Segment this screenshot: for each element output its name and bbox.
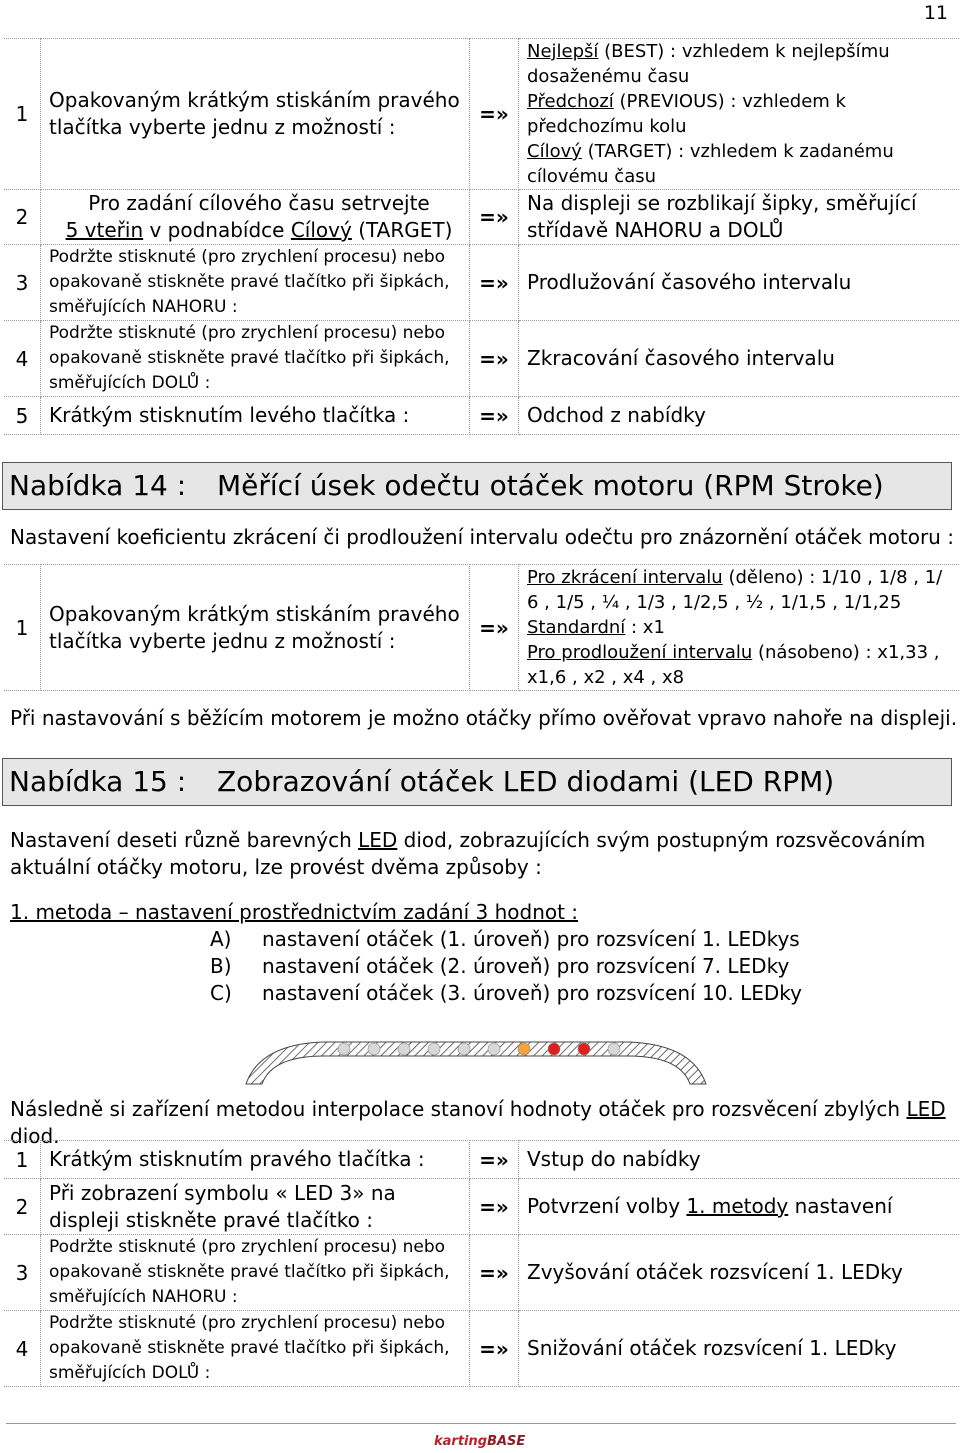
led-dot <box>488 1043 500 1055</box>
list-item-label: B) <box>210 954 232 978</box>
table-row <box>4 321 959 397</box>
step-number: 1 <box>4 565 41 691</box>
table-row <box>4 190 959 245</box>
led-dot <box>428 1043 440 1055</box>
menu-number: Nabídka 15 : <box>9 765 187 798</box>
menu-14-note: Při nastavování s běžícím motorem je možno otáčky přímo ověřovat vpravo nahoře na displeji. <box>10 706 958 730</box>
step-description: Podržte stisknuté (pro zrychlení procesu) nebo opakovaně stiskněte pravé tlačítko při šipkách, směřujících DOLŮ : <box>41 321 470 397</box>
option-previous-text: (PREVIOUS) : vzhledem k předchozímu kolu <box>527 91 846 137</box>
led-bar-illustration <box>236 1022 716 1092</box>
settings-table-menu14 <box>4 564 959 691</box>
step-result: Snižování otáček rozsvícení 1. LEDky <box>519 1311 960 1387</box>
table-row <box>4 1141 959 1179</box>
step-result: Zkracování časového intervalu <box>519 321 960 397</box>
text: Nastavení deseti různě barevných <box>10 828 359 852</box>
step-description: Opakovaným krátkým stiskáním pravého tlačítka vyberte jednu z možností : <box>41 39 470 190</box>
list-item-text: nastavení otáček (1. úroveň) pro rozsvícení 1. LEDkys <box>262 927 800 951</box>
target-submenu: Cílový <box>290 218 352 242</box>
list-item <box>210 926 802 953</box>
option-previous: Předchozí <box>527 91 614 112</box>
list-item-text: nastavení otáček (2. úroveň) pro rozsvícení 7. LEDky <box>262 954 790 978</box>
method-steps-list <box>210 926 802 1007</box>
led-dot <box>368 1043 380 1055</box>
arrow-sign: =» <box>470 39 519 190</box>
step-result <box>519 1179 960 1235</box>
menu-15-header <box>2 758 952 806</box>
option-extend-values: (násobeno) : x1,33 , x1,6 , x2 , x4 , x8 <box>527 642 940 688</box>
list-item <box>210 980 802 1007</box>
five-seconds: 5 vteřin <box>65 218 144 242</box>
step-number: 5 <box>4 397 41 435</box>
step-description: Podržte stisknuté (pro zrychlení procesu) nebo opakovaně stiskněte pravé tlačítko při šipkách, směřujících NAHORU : <box>41 245 470 321</box>
option-shorten-values: (děleno) : 1/10 , 1/8 , 1/ 6 , 1/5 , ¼ , 1/3 , 1/2,5 , ½ , 1/1,5 , 1/1,25 <box>527 567 943 613</box>
settings-table-bottom <box>4 1140 959 1387</box>
method-1-term: 1. metody <box>686 1194 789 1218</box>
arrow-sign: =» <box>470 397 519 435</box>
table-row <box>4 1179 959 1235</box>
list-item-label: A) <box>210 927 232 951</box>
arrow-sign: =» <box>470 245 519 321</box>
footer-divider <box>6 1423 956 1424</box>
step-result <box>519 565 960 691</box>
step-number: 4 <box>4 321 41 397</box>
footer-logo <box>434 1434 525 1449</box>
led-term: LED <box>906 1097 946 1121</box>
menu-15-intro <box>10 827 950 881</box>
step-description <box>41 190 470 245</box>
text: nastavení <box>788 1194 893 1218</box>
menu-title: Zobrazování otáček LED diodami (LED RPM) <box>217 765 835 798</box>
table-row <box>4 1311 959 1387</box>
option-best-text: (BEST) : vzhledem k nejlepšímu dosaženému času <box>527 41 890 87</box>
method-1-heading: 1. metoda – nastavení prostřednictvím zadání 3 hodnot : <box>10 900 579 924</box>
list-item-text: nastavení otáček (3. úroveň) pro rozsvícení 10. LEDky <box>262 981 803 1005</box>
option-best: Nejlepší <box>527 41 599 62</box>
step-result: Na displeji se rozblikají šipky, směřující střídavě NAHORU a DOLŮ <box>519 190 960 245</box>
table-row <box>4 245 959 321</box>
step-number: 3 <box>4 1235 41 1311</box>
led-dot <box>518 1043 530 1055</box>
menu-14-header <box>2 462 952 510</box>
step-description: Krátkým stisknutím levého tlačítka : <box>41 397 470 435</box>
text: diod, zobrazujících svým postupným rozsvěcováním aktuální otáčky motoru, lze provést dvěma způsoby : <box>10 828 926 879</box>
step-number: 2 <box>4 1179 41 1235</box>
step-description: Podržte stisknuté (pro zrychlení procesu) nebo opakovaně stiskněte pravé tlačítko při šipkách, směřujících DOLŮ : <box>41 1311 470 1387</box>
option-shorten: Pro zkrácení intervalu <box>527 567 723 588</box>
led-dot <box>458 1043 470 1055</box>
step-result: Prodlužování časového intervalu <box>519 245 960 321</box>
step-description: Opakovaným krátkým stiskáním pravého tlačítka vyberte jednu z možností : <box>41 565 470 691</box>
led-dot <box>578 1043 590 1055</box>
step-number: 3 <box>4 245 41 321</box>
logo-base: BASE <box>487 1434 526 1449</box>
arrow-sign: =» <box>470 1311 519 1387</box>
arrow-sign: =» <box>470 565 519 691</box>
arrow-sign: =» <box>470 1235 519 1311</box>
step-number: 2 <box>4 190 41 245</box>
led-dot <box>338 1043 350 1055</box>
step-description-line: Pro zadání cílového času setrvejte <box>88 191 430 215</box>
table-row <box>4 1235 959 1311</box>
table-row <box>4 397 959 435</box>
arrow-sign: =» <box>470 321 519 397</box>
option-standard: Standardní <box>527 617 626 638</box>
text: (TARGET) <box>351 218 453 242</box>
arrow-sign: =» <box>470 1141 519 1179</box>
led-dot <box>548 1043 560 1055</box>
text: diod. <box>10 1124 60 1148</box>
settings-table-top <box>4 38 959 435</box>
table-row <box>4 565 959 691</box>
table-row <box>4 39 959 190</box>
step-number: 1 <box>4 1141 41 1179</box>
step-number: 4 <box>4 1311 41 1387</box>
text: Potvrzení volby <box>527 1194 687 1218</box>
step-description: Podržte stisknuté (pro zrychlení procesu) nebo opakovaně stiskněte pravé tlačítko při šipkách, směřujících NAHORU : <box>41 1235 470 1311</box>
step-result: Vstup do nabídky <box>519 1141 960 1179</box>
list-item <box>210 953 802 980</box>
option-extend: Pro prodloužení intervalu <box>527 642 753 663</box>
led-dot <box>398 1043 410 1055</box>
arrow-sign: =» <box>470 190 519 245</box>
step-result <box>519 39 960 190</box>
text: Následně si zařízení metodou interpolace stanoví hodnoty otáček pro rozsvěcení zbylých <box>10 1097 907 1121</box>
menu-number: Nabídka 14 : <box>9 469 187 502</box>
step-description: Při zobrazení symbolu « LED 3» na displeji stiskněte pravé tlačítko : <box>41 1179 470 1235</box>
option-standard-value: : x1 <box>625 617 665 638</box>
menu-14-intro: Nastavení koeficientu zkrácení či prodloužení intervalu odečtu pro znázornění otáček motoru : <box>10 525 954 549</box>
led-dot <box>608 1043 620 1055</box>
list-item-label: C) <box>210 981 232 1005</box>
page-number: 11 <box>923 2 948 24</box>
step-description: Krátkým stisknutím pravého tlačítka : <box>41 1141 470 1179</box>
text: v podnabídce <box>143 218 291 242</box>
led-bar-frame <box>246 1042 706 1084</box>
led-term: LED <box>358 828 398 852</box>
step-result: Zvyšování otáček rozsvícení 1. LEDky <box>519 1235 960 1311</box>
menu-title: Měřící úsek odečtu otáček motoru (RPM Stroke) <box>217 469 884 502</box>
step-number: 1 <box>4 39 41 190</box>
option-target-text: (TARGET) : vzhledem k zadanému cílovému času <box>527 141 894 187</box>
arrow-sign: =» <box>470 1179 519 1235</box>
option-target: Cílový <box>527 141 582 162</box>
logo-karting: karting <box>434 1434 488 1449</box>
step-result: Odchod z nabídky <box>519 397 960 435</box>
